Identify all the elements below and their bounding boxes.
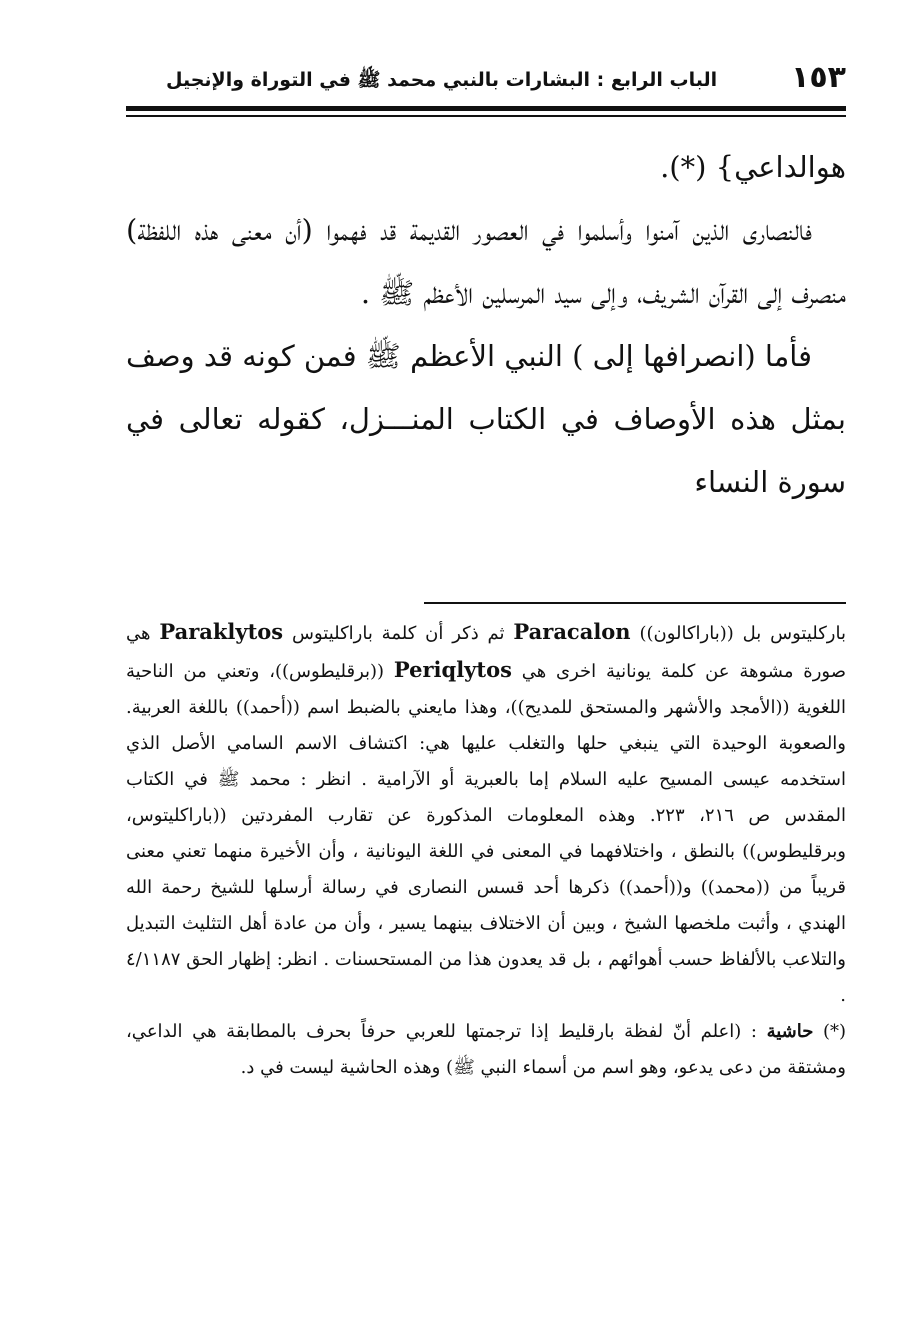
header-rule-thick (126, 106, 846, 111)
latin-term-paraklytos: Paraklytos (159, 619, 284, 644)
footnote-text-4: ((برقليطوس))، وتعني من الناحية اللغوية ((الأمجد والأشهر والمستحق للمديح))، وهذا مايعني بالضبط اسم ((أحمد)) باللغة العربية. والصعوبة الوحيدة التي ينبغي حلها والتغلب عليها هي: اكتشاف الاسم السامي الأصل الذي استخدمه عيسى المسيح عليه السلام إما بالعبرية أو الآرامية . انظر : محمد ﷺ في الكتاب المقدس ص ٢١٦، ٢٢٣. وهذه المعلومات المذكورة عن تقارب المفردتين ((باراكليتوس، وبرقليطوس)) بالنطق ، واختلافهما في المعنى في اللغة اليونانية ، وأن الأخيرة منهما تعني معنى قريباً من ((محمد)) و((أحمد)) ذكرها أحد قسس النصارى في رسالة أرسلها للشيخ رحمة الله الهندي ، وأثبت ملخصها الشيخ ، وبين أن الاختلاف بينهما يسير ، وأن من عادة أهل التثليث التبديل والتلاعب بالألفاظ حسب أهوائهم ، بل قد يعدون هذا من المستحسنات . انظر: إظهار الحق ٤/١١٨٧ . (126, 661, 847, 1006)
footnote-marker: (*) (822, 1021, 846, 1042)
footnote-label: حاشية (766, 1021, 814, 1042)
latin-term-periqlytos: Periqlytos (393, 657, 512, 682)
footnote-text-1: باركليتوس بل ((باراكالون)) (639, 623, 846, 644)
header-rule-thin (126, 115, 846, 117)
main-text (126, 136, 846, 514)
footnote-text-5: : (اعلم أنّ لفظة بارقليط إذا ترجمتها للعربي حرفاً بحرف بالمطابقة هي الداعي، ومشتقة من دعى يدعو، وهو اسم من أسماء النبي ﷺ) وهذه الحاشية ليست في د. (126, 1021, 846, 1078)
page-header (126, 58, 846, 102)
footnote-block (126, 614, 846, 1086)
footnote-paragraph-2 (126, 1014, 846, 1086)
page-number: ١٥٣ (791, 60, 846, 95)
footnote-separator (424, 602, 846, 604)
footnote-text-3: هي صورة مشوهة عن كلمة يونانية اخرى هي (126, 623, 846, 682)
main-paragraph-3: فأما (انصرافها إلى ) النبي الأعظم ﷺ فمن كونه قد وصف بمثل هذه الأوصاف في الكتاب المنـــزل، كقوله تعالى في سورة النساء (126, 339, 846, 499)
main-line-1: هوالداعي} (*). (660, 150, 846, 184)
main-paragraph-2: فالنصارى الذين آمنوا وأسلموا في العصور القديمة قد فهموا (أن معنى هذه اللفظة) منصرف إلى القرآن الشريف، وإلى سيد المرسلين الأعظم ﷺ . (126, 213, 846, 310)
footnote-text-2: ثم ذكر أن كلمة باراكليتوس (291, 623, 505, 644)
latin-term-paracalon: Paracalon (513, 619, 631, 644)
running-title: الباب الرابع : البشارات بالنبي محمد ﷺ في التوراة والإنجيل (166, 69, 718, 91)
footnote-paragraph-1 (126, 614, 846, 1014)
